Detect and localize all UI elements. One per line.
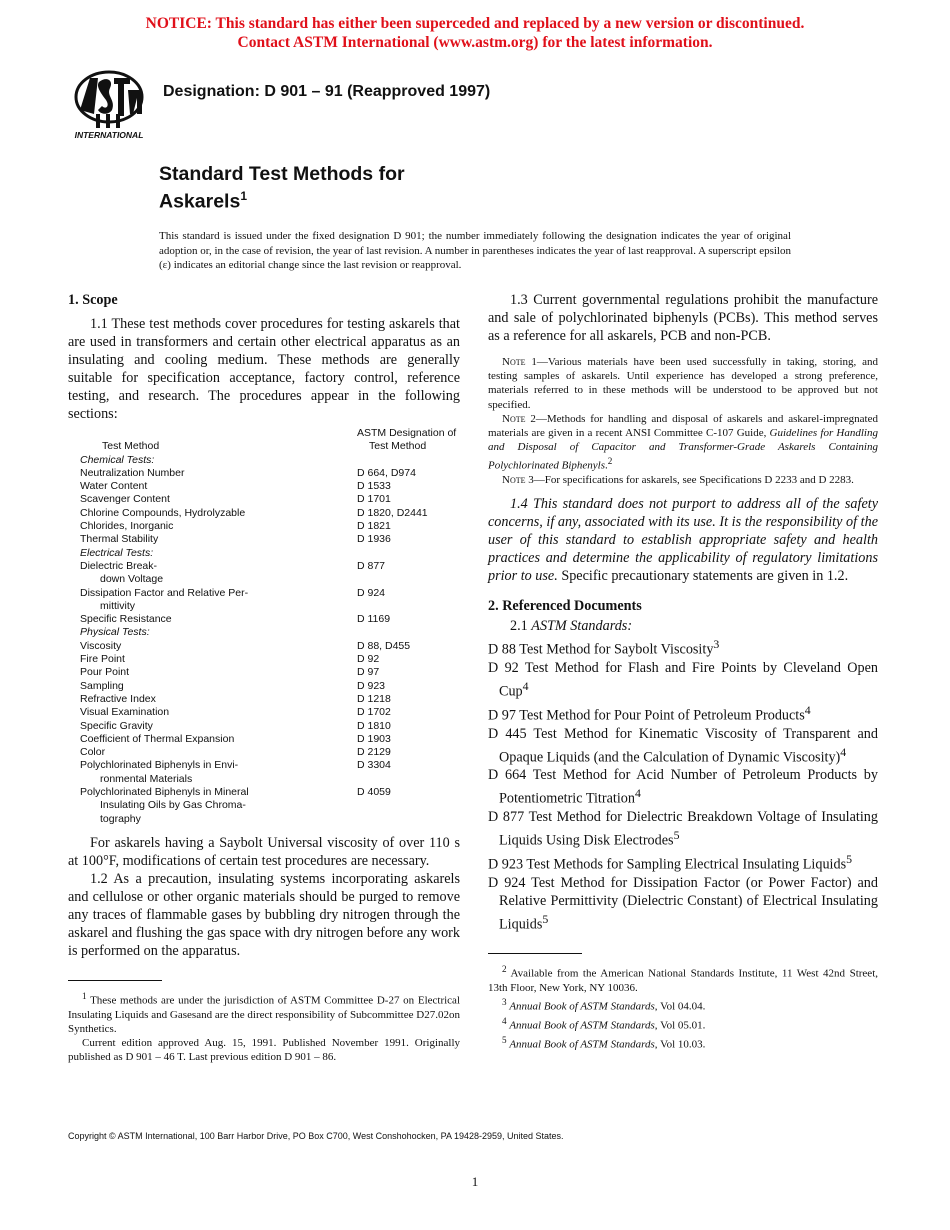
notes bbox=[488, 355, 878, 487]
footnotes-left: $^1$ These methods are under the jurisdiction of ASTM Committee D-27 on Electrical Insulating Liquids and Gasesand are the direct responsibility of Subcommittee D27.02on Synthetics. Current edition approved Aug. 15, 1991. Published November 1991. Originally published as D 901 – 46 T. Last previous edition D 901 – 86. bbox=[68, 990, 460, 1064]
list-item: D 88 Test Method for Saybolt Viscosity$^3$ bbox=[488, 637, 720, 659]
list-item: D 92 Test Method for Flash and Fire Points by Cleveland Open Cup$^4$ bbox=[488, 660, 878, 700]
scope-1-2: 1.2 As a precaution, insulating systems incorporating askarels and cellulose or other organic materials should be purged to remove any traces of flammable gases by bubbling dry nitrogen through the askarel and flushing the gas space with dry nitrogen before any work is performed on the apparatus. bbox=[68, 870, 460, 959]
table-row: Dissipation Factor and Relative Per- mittivity D 924 bbox=[80, 586, 386, 612]
table-row: Fire Point D 92 bbox=[80, 653, 380, 666]
designation: Designation: D 901 – 91 (Reapproved 1997) bbox=[163, 83, 491, 100]
table-row: Polychlorinated Biphenyls in Mineral Insulating Oils by Gas Chroma- tography D 4059 bbox=[80, 786, 391, 825]
footnote-rule bbox=[68, 980, 162, 981]
title-footnote-mark: 1 bbox=[240, 189, 248, 203]
references-list bbox=[488, 635, 878, 933]
scope-1-3: 1.3 Current governmental regulations prohibit the manufacture and sale of polychlorinated biphenyls (PCBs). This method serves as a reference for all askarels, PCB and non-PCB. bbox=[488, 292, 878, 344]
table-header-left: Test Method bbox=[102, 440, 160, 453]
list-item: D 877 Test Method for Dielectric Breakdown Voltage of Insulating Liquids Using Disk Electrodes$^5$ bbox=[488, 809, 878, 849]
page-number: 1 bbox=[471, 1174, 479, 1189]
list-item: D 664 Test Method for Acid Number of Petroleum Products by Potentiometric Titration$^4$ bbox=[488, 767, 878, 808]
category-electrical: Electrical Tests: bbox=[80, 546, 154, 559]
note-1: Note 1—Various materials have been used successfully in taking, storing, and testing samples of askarels. Until experience has developed a strong preference, materials referred to in these methods will be understood to be approved but not specified. bbox=[488, 356, 878, 411]
table-header-right-2: Test Method bbox=[369, 440, 427, 453]
table-row: Neutralization Number D 664, D974 bbox=[80, 466, 416, 479]
table-header-right-1: ASTM Designation of bbox=[357, 427, 457, 439]
category-chemical: Chemical Tests: bbox=[80, 453, 155, 466]
copyright: Copyright © ASTM International, 100 Barr Harbor Drive, PO Box C700, West Conshohocken, PA 19428-2959, United States. bbox=[68, 1131, 564, 1141]
list-item: D 445 Test Method for Kinematic Viscosity of Transparent and Opaque Liquids (and the Calculation of Dynamic Viscosity)$^4$ bbox=[488, 725, 878, 766]
table-row: Water Content D 1533 bbox=[80, 480, 391, 493]
notice-line-1: NOTICE: This standard has either been superceded and replaced by a new version or discontinued. bbox=[145, 15, 805, 32]
test-methods-table bbox=[80, 427, 460, 826]
note-3: Note 3—For specifications for askarels, see Specifications D 2233 and D 2283. bbox=[502, 474, 854, 487]
table-row: Visual Examination D 1702 bbox=[80, 706, 391, 719]
table-row: Specific Resistance D 1169 bbox=[80, 613, 391, 626]
title-line-1: Standard Test Methods for bbox=[159, 163, 405, 185]
category-physical: Physical Tests: bbox=[80, 626, 150, 639]
references-subheading: 2.1 ASTM Standards: bbox=[510, 618, 633, 635]
list-item: D 923 Test Methods for Sampling Electrical Insulating Liquids$^5$ bbox=[488, 851, 853, 873]
scope-1-1: 1.1 These test methods cover procedures for testing askarels that are used in transformers and certain other electrical apparatus as an insulating and cooling medium. These methods are generally suitable for specification acceptance, factory control, reference testing, and research. The procedures appear in the following sections: bbox=[68, 316, 460, 422]
astm-logo-mark bbox=[66, 70, 152, 140]
footnote-rule bbox=[488, 953, 582, 954]
logo-international-text: INTERNATIONAL bbox=[74, 130, 144, 140]
table-row: Chlorine Compounds, Hydrolyzable D 1820, D2441 bbox=[80, 506, 428, 519]
intro-paragraph: This standard is issued under the fixed designation D 901; the number immediately following the designation indicates the year of original adoption or, in the case of revision, the year of last revision. A number in parentheses indicates the year of last reapproval. A superscript epsilon (ε) indicates an editorial change since the last revision or reapproval. bbox=[159, 230, 791, 271]
document-title bbox=[159, 163, 405, 213]
table-row: Polychlorinated Biphenyls in Envi- ronmental Materials D 3304 bbox=[80, 759, 391, 785]
notice-banner bbox=[0, 14, 950, 52]
notice-line-2: Contact ASTM International (www.astm.org) for the latest information. bbox=[237, 34, 713, 51]
scope-heading: 1. Scope bbox=[68, 292, 118, 308]
table-row: Refractive Index D 1218 bbox=[80, 692, 391, 705]
list-item: D 97 Test Method for Pour Point of Petroleum Products$^4$ bbox=[488, 702, 811, 724]
table-row: Chlorides, Inorganic D 1821 bbox=[80, 520, 391, 533]
scope-1-4: 1.4 This standard does not purport to address all of the safety concerns, if any, associated with its use. It is the responsibility of the user of this standard to establish appropriate safety and health practices and determine the applicability of regulatory limitations prior to use. Specific precautionary statements are given in 1.2. bbox=[488, 496, 878, 585]
table-row: Dielectric Break- down Voltage D 877 bbox=[80, 559, 386, 586]
table-row: Sampling D 923 bbox=[80, 679, 386, 692]
left-column bbox=[68, 291, 460, 1065]
saybolt-paragraph: For askarels having a Saybolt Universal viscosity of over 110 s at 100°F, modifications of certain test procedures are necessary. bbox=[68, 834, 460, 869]
astm-logo bbox=[66, 70, 152, 140]
table-row: Pour Point D 97 bbox=[80, 666, 380, 679]
table-row: Thermal Stability D 1936 bbox=[80, 533, 391, 546]
right-column bbox=[488, 291, 878, 1052]
table-row: Color D 2129 bbox=[80, 746, 391, 759]
table-row: Scavenger Content D 1701 bbox=[80, 493, 391, 506]
table-row: Coefficient of Thermal Expansion D 1903 bbox=[80, 732, 391, 745]
list-item: D 924 Test Method for Dissipation Factor (or Power Factor) and Relative Permittivity (Dielectric Constant) of Electrical Insulating Liquids$^5$ bbox=[488, 874, 878, 933]
table-row: Specific Gravity D 1810 bbox=[80, 719, 391, 732]
references-heading: 2. Referenced Documents bbox=[488, 598, 642, 615]
title-line-2: Askarels bbox=[159, 190, 241, 213]
table-row: Viscosity D 88, D455 bbox=[80, 639, 411, 652]
note-2: Note 2—Methods for handling and disposal of askarels and askarel-impregnated materials are given in a recent ANSI Committee C-107 Guide, Guidelines for Handling and Disposal of Capacitor and Transformer-Grade Askarels Containing Polychlorinated Biphenyls.$^2$ bbox=[488, 412, 878, 473]
footnotes-right: $^2$ Available from the American National Standards Institute, 11 West 42nd Street, 13th Floor, New York, NY 10036. $^3$ Annual Book of ASTM Standards, Vol 04.04. $^4$ Annual Book of ASTM Standards, Vol 05.01. $^5$ Annual Book of ASTM Standards, Vol 10.03. bbox=[488, 964, 878, 1051]
